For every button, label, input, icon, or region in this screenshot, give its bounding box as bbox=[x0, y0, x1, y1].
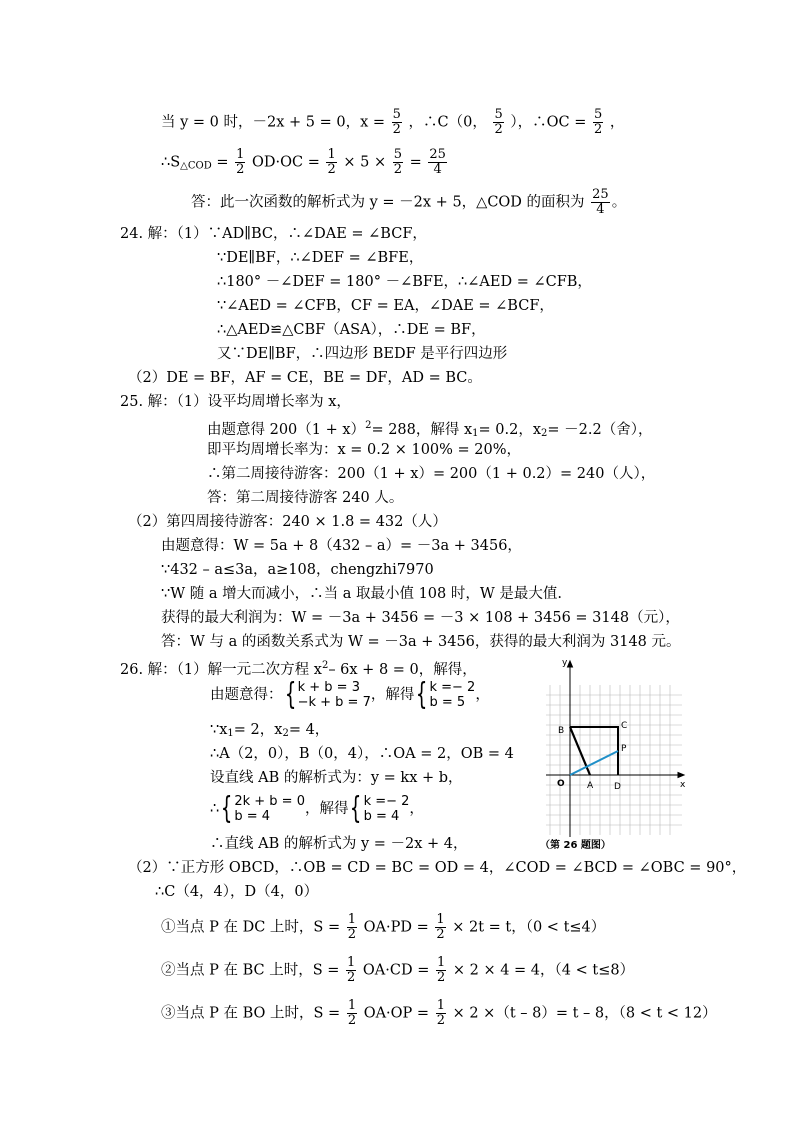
point-b-label: B bbox=[558, 726, 565, 736]
solution-line: 获得的最大利润为：W = －3a + 3456 = －3 × 108 + 3456 = 3148（元）， bbox=[161, 610, 680, 626]
solution-line: ∵432 – a≤3a，a≥108，chengzhi7970 bbox=[161, 562, 434, 578]
solution-line: 设直线 AB 的解析式为：y = kx + b， bbox=[210, 770, 463, 786]
origin-label: O bbox=[557, 779, 565, 789]
grid bbox=[546, 685, 682, 835]
point-a-label: A bbox=[587, 781, 594, 791]
solution-line: ∵W 随 a 增大而减小，∴当 a 取最小值 108 时，W 是最大值. bbox=[161, 586, 562, 602]
solution-line: ∴A（2，0），B（0，4），∴OA = 2，OB = 4 bbox=[210, 746, 514, 762]
x-axis-label: x bbox=[680, 780, 686, 790]
fraction: $\frac{5}{2}$ bbox=[494, 107, 503, 137]
solution-line: $\therefore S_{\triangle COD}$ = $\frac{1}{2}$ OD·OC = $\frac{1}{2}$ × 5 × $\frac{5}{2}$ = $\frac{25}{4}$ bbox=[161, 147, 446, 177]
solution-line: 答：第二周接待游客 240 人。 bbox=[207, 490, 404, 506]
solution-line: （2）DE = BF，AF = CE，BE = DF，AD = BC。 bbox=[128, 370, 482, 386]
fraction: $\frac{5}{2}$ bbox=[393, 147, 403, 177]
fraction: $\frac{5}{2}$ bbox=[593, 107, 603, 137]
solution-line: 当 y = 0 时，－2x + 5 = 0，x = $\frac{5}{2}$ ，∴C（0， $\frac{5}{2}$ ），∴OC = $\frac{5}{2}$ ， bbox=[161, 107, 625, 137]
solution-line: 由题意得：{ k + b = 3 −k + b = 7，解得{ k =− 2 b = 5 ， bbox=[210, 677, 490, 712]
solution-line: ③当点 P 在 BO 上时，S = $\frac{1}{2}$ OA·OP = $\frac{1}{2}$ × 2 ×（t – 8）= t – 8，（8 < t < 12） bbox=[161, 998, 717, 1028]
solution-line: ∴直线 AB 的解析式为 y = －2x + 4， bbox=[210, 836, 468, 852]
fraction: $\frac{1}{2}$ bbox=[327, 147, 336, 177]
y-axis-label: y bbox=[562, 658, 568, 668]
solution-line: ∵DE∥BF，∴∠DEF = ∠BFE， bbox=[217, 250, 424, 266]
fraction: $\frac{25}{4}$ bbox=[429, 147, 446, 177]
solution-line: （2）第四周接待游客：240 × 1.8 = 432（人） bbox=[128, 514, 447, 530]
solution-line: 24. 解：（1）∵AD∥BC，∴∠DAE = ∠BCF， bbox=[120, 226, 427, 242]
solution-line: ∴{ 2k + b = 0 b = 4 ，解得{ k =− 2 b = 4 ， bbox=[210, 791, 424, 826]
solution-line: ∴第二周接待游客：200（1 + x）= 200（1 + 0.2）= 240（人）， bbox=[207, 466, 656, 482]
solution-line: 25. 解：（1）设平均周增长率为 x， bbox=[120, 394, 351, 410]
fraction: $\frac{1}{2}$ bbox=[347, 998, 357, 1028]
equation-system: k =− 2 b = 5 bbox=[429, 680, 476, 710]
solution-line: 26. 解：（1）解一元二次方程 $x^2-$ 6x + 8 = 0，解得， bbox=[120, 660, 477, 678]
solution-line: ∵∠AED = ∠CFB，CF = EA，∠DAE = ∠BCF， bbox=[217, 298, 554, 314]
fraction: $\frac{1}{2}$ bbox=[436, 912, 445, 942]
point-c-label: C bbox=[621, 721, 628, 731]
fraction: $\frac{1}{2}$ bbox=[347, 912, 356, 942]
solution-line: 答：W 与 a 的函数关系式为 W = －3a + 3456，获得的最大利润为 3148 元。 bbox=[161, 634, 681, 650]
fraction: $\frac{1}{2}$ bbox=[436, 998, 445, 1028]
solution-line: 又∵DE∥BF，∴四边形 BEDF 是平行四边形 bbox=[217, 346, 508, 362]
solution-line: （2）∵正方形 OBCD，∴OB = CD = BC = OD = 4，∠COD = ∠BCD = ∠OBC = 90°， bbox=[128, 860, 747, 876]
fraction: $\frac{5}{2}$ bbox=[392, 107, 401, 137]
solution-line: ②当点 P 在 BC 上时，S = $\frac{1}{2}$ OA·CD = $\frac{1}{2}$ × 2 × 4 = 4，（4 < t≤8） bbox=[161, 955, 635, 985]
point-d-label: D bbox=[614, 782, 621, 792]
square-obcd bbox=[570, 727, 618, 775]
solution-line: ∴C（4，4），D（4，0） bbox=[155, 884, 319, 900]
solution-line: ∴180° －∠DEF = 180° －∠BFE，∴∠AED = ∠CFB， bbox=[217, 274, 592, 290]
point-p-label: P bbox=[621, 744, 627, 754]
solution-line: 由题意得：W = 5a + 8（432 – a）= －3a + 3456， bbox=[161, 538, 522, 554]
figure-caption: （第 26 题图） bbox=[540, 840, 611, 851]
solution-line: $\because x_1= 2$，$x_2= 4$， bbox=[210, 722, 330, 739]
coordinate-figure bbox=[544, 655, 690, 860]
solution-line: 答：此一次函数的解析式为 y = －2x + 5，△COD 的面积为 $\frac{25}{4}$ 。 bbox=[191, 187, 627, 217]
fraction: $\frac{25}{4}$ bbox=[592, 187, 609, 217]
fraction: $\frac{1}{2}$ bbox=[436, 955, 446, 985]
segment-op bbox=[570, 751, 618, 775]
solution-line: ①当点 P 在 DC 上时，S = $\frac{1}{2}$ OA·PD = $\frac{1}{2}$ × 2t = t，（0 < t≤4） bbox=[161, 912, 606, 942]
solution-line: 由题意得 $200(1 + x)^2= 288$，解得 $x_1= 0.2$，$x_2= -2.2$（舍）， bbox=[207, 420, 653, 439]
solution-line: ∴△AED≌△CBF（ASA），∴DE = BF， bbox=[217, 322, 486, 338]
equation-system: k + b = 3 −k + b = 7 bbox=[297, 680, 371, 710]
axes bbox=[546, 661, 684, 837]
equation-system: 2k + b = 0 b = 4 bbox=[234, 794, 305, 824]
fraction: $\frac{1}{2}$ bbox=[347, 955, 356, 985]
equation-system: k =− 2 b = 4 bbox=[363, 794, 410, 824]
solution-line: 即平均周增长率为：x = 0.2 × 100% = 20%， bbox=[207, 442, 522, 458]
fraction: $\frac{1}{2}$ bbox=[236, 147, 245, 177]
